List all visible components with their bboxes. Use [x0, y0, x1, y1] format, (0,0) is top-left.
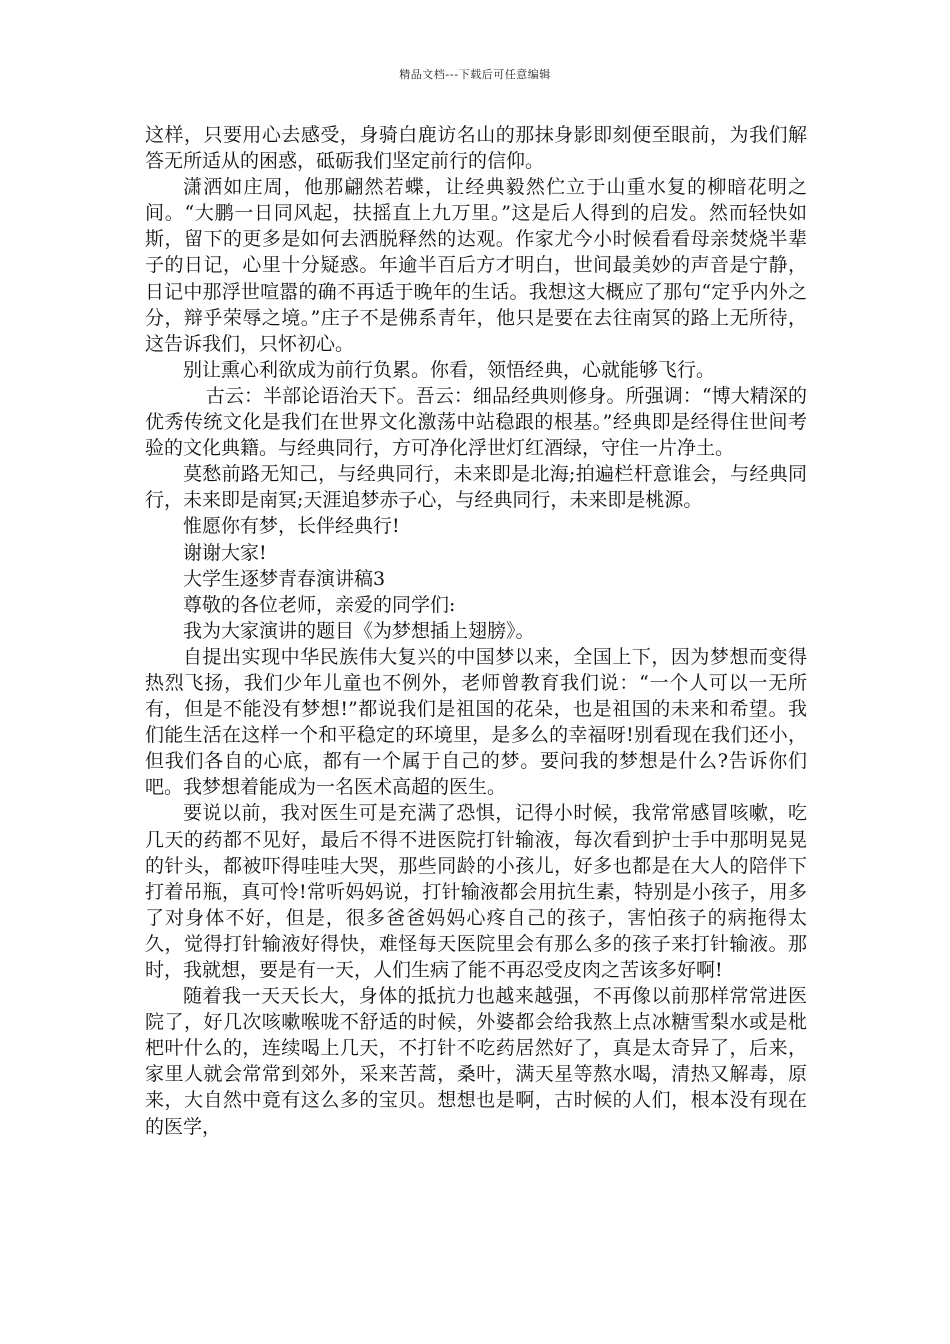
paragraph: 潇洒如庄周，他那翩然若蝶，让经典毅然伫立于山重水复的柳暗花明之间。“大鹏一日同风起，扶摇直上九万里。”这是后人得到的启发。然而轻快如斯，留下的更多是如何去洒脱释然的达观。作家尤今小时候看看母亲焚烧半辈子的日记，心里十分疑惑。年逾半百后方才明白，世间最美妙的声音是宁静，日记中那浮世喧嚣的确不再适于晚年的生话。我想这大概应了那句“定乎内外之分，辩乎荣辱之境。”庄子不是佛系青年，他只是要在去往南冥的路上无所待，这告诉我们，只怀初心。: [145, 176, 807, 355]
salutation: 尊敬的各位老师，亲爱的同学们:: [183, 593, 456, 616]
paragraph: 谢谢大家!: [183, 541, 267, 564]
paragraph: 随着我一天天长大，身体的抵抗力也越来越强，不再像以前那样常常进医院了，好几次咳嗽喉咙不舒适的时候，外婆都会给我熬上点冰糖雪梨水或是枇杷叶什么的，连续喝上几天，不打针不吃药居然好了，真是太奇异了，后来，家里人就会常常到郊外，采来苦蒿，桑叶，满天星等熬水喝，清热又解毒，原来，大自然中竟有这么多的宝贝。想想也是啊，古时候的人们，根本没有现在的医学，: [145, 985, 807, 1138]
paragraph: 自提出实现中华民族伟大复兴的中国梦以来，全国上下，因为梦想而变得热烈飞扬，我们少年儿童也不例外，老师曾教育我们说：“一个人可以一无所有，但是不能没有梦想!”都说我们是祖国的花朵，也是祖国的未来和希望。我们能生活在这样一个和平稳定的环境里，是多么的幸福呀!别看现在我们还小，但我们各自的心底，都有一个属于自己的梦。要问我的梦想是什么?告诉你们吧。我梦想着能成为一名医术高超的医生。: [145, 645, 807, 799]
document-body: [145, 122, 807, 1140]
paragraph: 别让熏心利欲成为前行负累。你看，领悟经典，心就能够飞行。: [183, 358, 716, 381]
paragraph: 要说以前，我对医生可是充满了恐惧，记得小时候，我常常感冒咳嗽，吃几天的药都不见好，最后不得不进医院打针输液，每次看到护士手中那明晃晃的针头，都被吓得哇哇大哭，那些同龄的小孩儿，好多也都是在大人的陪伴下打着吊瓶，真可怜!常听妈妈说，打针输液都会用抗生素，特别是小孩子，用多了对身体不好，但是，很多爸爸妈妈心疼自己的孩子，害怕孩子的病拖得太久，觉得打针输液好得快，难怪每天医院里会有那么多的孩子来打针输液。那时，我就想，要是有一天，人们生病了能不再忍受皮肉之苦该多好啊!: [145, 802, 807, 981]
paragraph: 惟愿你有梦，长伴经典行!: [183, 515, 400, 538]
paragraph: 莫愁前路无知己，与经典同行，未来即是北海;拍遍栏杆意谁会，与经典同行，未来即是南冥;天涯追梦赤子心，与经典同行，未来即是桃源。: [145, 463, 807, 512]
paragraph: 这样，只要用心去感受，身骑白鹿访名山的那抹身影即刻便至眼前，为我们解答无所适从的困惑，砥砺我们坚定前行的信仰。: [145, 124, 807, 173]
page-header: 精品文档---下载后可任意编辑: [399, 68, 551, 81]
section-title: 大学生逐梦青春演讲稿3: [183, 567, 386, 590]
paragraph: 我为大家演讲的题目《为梦想插上翅膀》。: [183, 619, 535, 642]
paragraph: 古云：半部论语治天下。吾云：细品经典则修身。所强调：“博大精深的优秀传统文化是我们在世界文化激荡中站稳跟的根基。”经典即是经得住世间考验的文化典籍。与经典同行，方可净化浮世灯红酒绿，守住一片净土。: [145, 384, 807, 460]
